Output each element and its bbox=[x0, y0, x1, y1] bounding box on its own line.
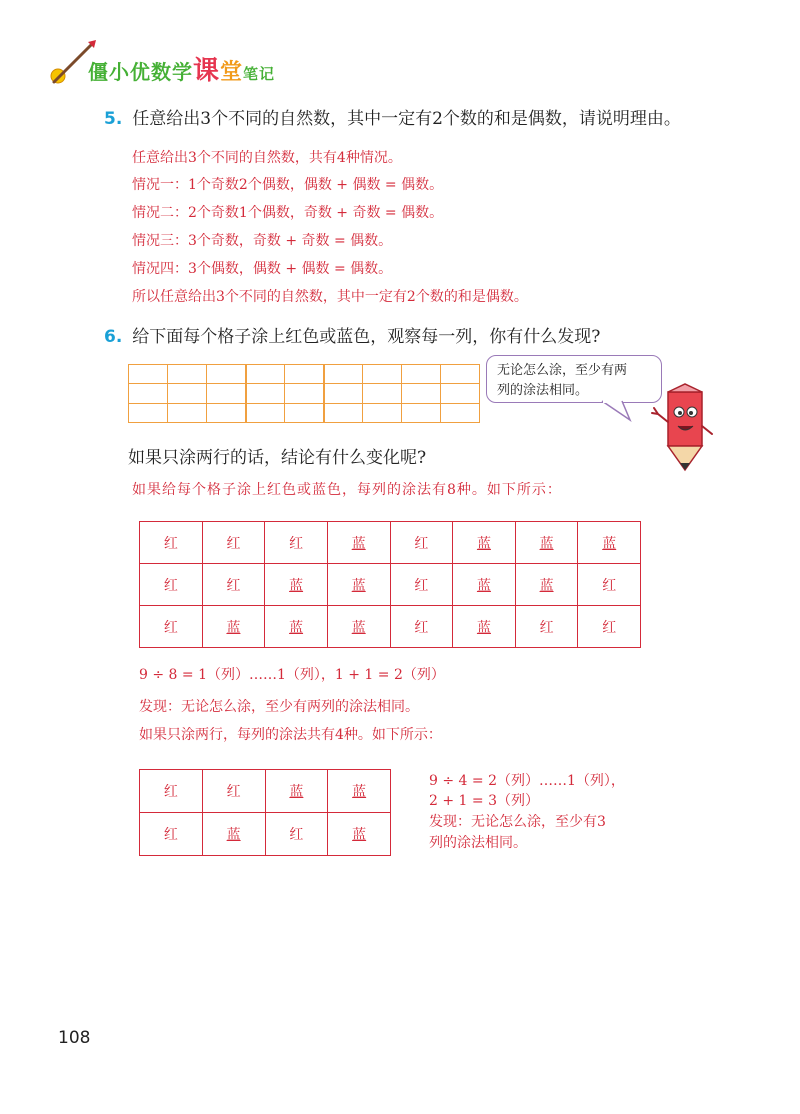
answer-intro: 如果给每个格子涂上红色或蓝色，每列的涂法有8种。如下所示： bbox=[132, 482, 562, 498]
table-cell: 红 bbox=[578, 606, 641, 648]
table-cell: 红 bbox=[140, 522, 203, 564]
blank-coloring-grid bbox=[128, 364, 480, 423]
table-cell: 红 bbox=[202, 564, 265, 606]
page-number: 108 bbox=[58, 1028, 91, 1048]
answer-line: 情况三：3个奇数，奇数 + 奇数 = 偶数。 bbox=[132, 233, 393, 249]
table-cell: 红 bbox=[390, 564, 453, 606]
table-cell: 蓝 bbox=[578, 522, 641, 564]
answer-intro: 如果只涂两行，每列的涂法共有4种。如下所示： bbox=[139, 727, 442, 743]
question-text: 给下面每个格子涂上红色或蓝色，观察每一列，你有什么发现? bbox=[132, 327, 601, 347]
coloring-table-2-rows bbox=[139, 769, 391, 856]
question-text: 任意给出3个不同的自然数，其中一定有2个数的和是偶数，请说明理由。 bbox=[132, 109, 681, 129]
answer-line: 情况一：1个奇数2个偶数，偶数 + 偶数 = 偶数。 bbox=[132, 177, 444, 193]
table-cell: 蓝 bbox=[453, 522, 516, 564]
table-cell: 红 bbox=[140, 770, 203, 813]
table-cell: 蓝 bbox=[265, 606, 328, 648]
side-finding: 发现：无论怎么涂，至少有3 bbox=[429, 814, 606, 830]
answer-line: 情况四：3个偶数，偶数 + 偶数 = 偶数。 bbox=[132, 261, 393, 277]
table-cell: 蓝 bbox=[327, 522, 390, 564]
table-cell: 红 bbox=[202, 522, 265, 564]
table-cell: 红 bbox=[515, 606, 578, 648]
question-5 bbox=[104, 104, 681, 129]
table-cell: 蓝 bbox=[453, 606, 516, 648]
table-cell: 蓝 bbox=[515, 564, 578, 606]
table-cell: 红 bbox=[265, 813, 328, 856]
side-calculation: 9 ÷ 4 = 2（列）……1（列）， bbox=[429, 773, 625, 789]
side-calculation: 2 + 1 = 3（列） bbox=[429, 793, 539, 809]
book-header bbox=[48, 38, 308, 90]
question-6 bbox=[104, 322, 600, 347]
side-finding: 列的涂法相同。 bbox=[429, 835, 527, 851]
table-cell: 蓝 bbox=[515, 522, 578, 564]
table-cell: 蓝 bbox=[328, 813, 391, 856]
table-cell: 红 bbox=[578, 564, 641, 606]
table-cell: 蓝 bbox=[265, 770, 328, 813]
calculation: 9 ÷ 8 = 1（列）……1（列），1 + 1 = 2（列） bbox=[139, 667, 445, 683]
table-cell: 蓝 bbox=[202, 813, 265, 856]
table-cell: 红 bbox=[140, 564, 203, 606]
bubble-tail-icon bbox=[600, 400, 640, 422]
table-cell: 蓝 bbox=[328, 770, 391, 813]
table-cell: 蓝 bbox=[327, 564, 390, 606]
table-cell: 红 bbox=[202, 770, 265, 813]
pencil-mascot-icon bbox=[650, 382, 720, 474]
finding: 发现：无论怎么涂，至少有两列的涂法相同。 bbox=[139, 699, 419, 715]
sub-question: 如果只涂两行的话，结论有什么变化呢? bbox=[128, 448, 427, 468]
table-cell: 蓝 bbox=[202, 606, 265, 648]
table-cell: 红 bbox=[390, 522, 453, 564]
speech-bubble bbox=[486, 355, 662, 403]
book-logo: 僵小优数学课堂笔记 bbox=[88, 56, 276, 86]
table-cell: 红 bbox=[265, 522, 328, 564]
answer-line: 所以任意给出3个不同的自然数，其中一定有2个数的和是偶数。 bbox=[132, 289, 528, 305]
question-number: 5. bbox=[104, 109, 123, 129]
table-cell: 蓝 bbox=[453, 564, 516, 606]
table-cell: 红 bbox=[140, 813, 203, 856]
bubble-text: 列的涂法相同。 bbox=[497, 383, 589, 398]
bubble-text: 无论怎么涂，至少有两 bbox=[497, 363, 628, 378]
answer-line: 情况二：2个奇数1个偶数，奇数 + 奇数 = 偶数。 bbox=[132, 205, 444, 221]
table-cell: 红 bbox=[140, 606, 203, 648]
table-cell: 蓝 bbox=[265, 564, 328, 606]
coloring-table-3-rows bbox=[139, 521, 641, 648]
table-cell: 蓝 bbox=[327, 606, 390, 648]
answer-line: 任意给出3个不同的自然数，共有4种情况。 bbox=[132, 150, 402, 166]
question-number: 6. bbox=[104, 327, 123, 347]
table-cell: 红 bbox=[390, 606, 453, 648]
